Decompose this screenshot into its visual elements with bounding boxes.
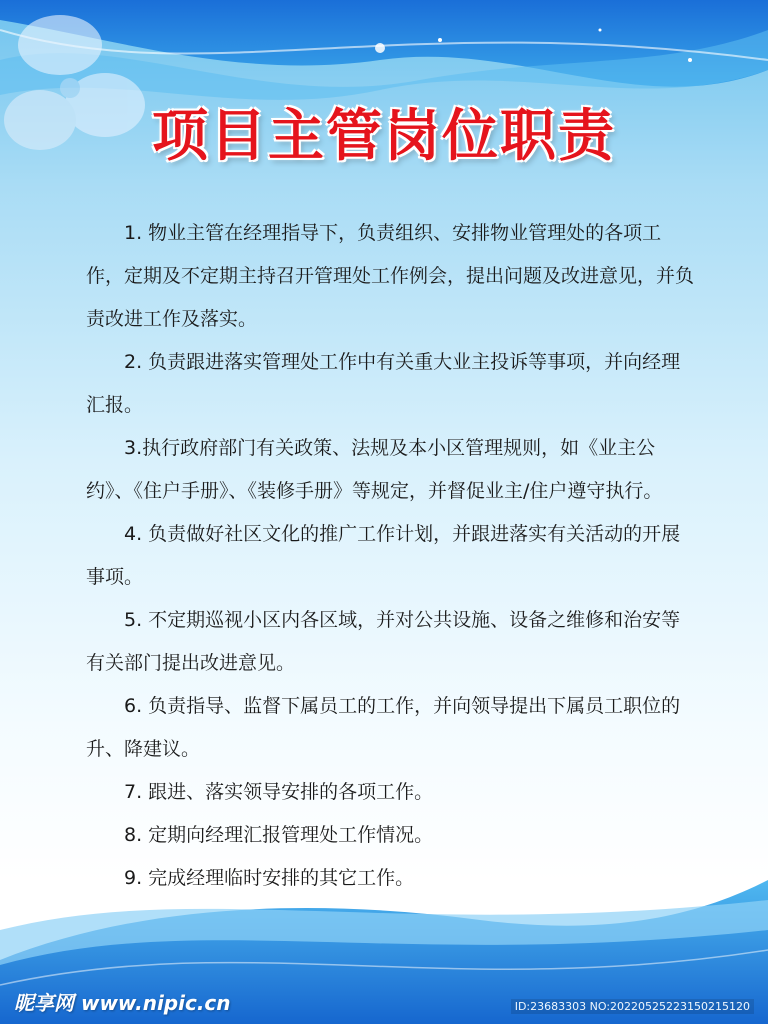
duty-item: 3.执行政府部门有关政策、法规及本小区管理规则，如《业主公约》、《住户手册》、《装修手册》等规定，并督促业主/住户遵守执行。 bbox=[86, 437, 663, 502]
duty-item: 7. 跟进、落实领导安排的各项工作。 bbox=[124, 781, 434, 803]
watermark-logo: 昵享网 www.nipic.cn bbox=[14, 991, 231, 1015]
duty-item: 2. 负责跟进落实管理处工作中有关重大业主投诉等事项，并向经理汇报。 bbox=[86, 351, 681, 416]
duty-item: 9. 完成经理临时安排的其它工作。 bbox=[124, 867, 415, 889]
duty-item: 5. 不定期巡视小区内各区域，并对公共设施、设备之维修和治安等有关部门提出改进意见。 bbox=[86, 609, 681, 674]
duty-item: 6. 负责指导、监督下属员工的工作，并向领导提出下属员工职位的升、降建议。 bbox=[86, 695, 681, 760]
duty-item: 4. 负责做好社区文化的推广工作计划，并跟进落实有关活动的开展事项。 bbox=[86, 523, 681, 588]
duty-item: 8. 定期向经理汇报管理处工作情况。 bbox=[124, 824, 434, 846]
duty-item: 1. 物业主管在经理指导下，负责组织、安排物业管理处的各项工作，定期及不定期主持召开管理处工作例会，提出问题及改进意见，并负责改进工作及落实。 bbox=[86, 222, 695, 330]
page-title: 项目主管岗位职责 bbox=[152, 104, 616, 169]
watermark-id: ID:23683303 NO:20220525223150215120 bbox=[511, 999, 754, 1014]
duties-list bbox=[86, 212, 698, 900]
